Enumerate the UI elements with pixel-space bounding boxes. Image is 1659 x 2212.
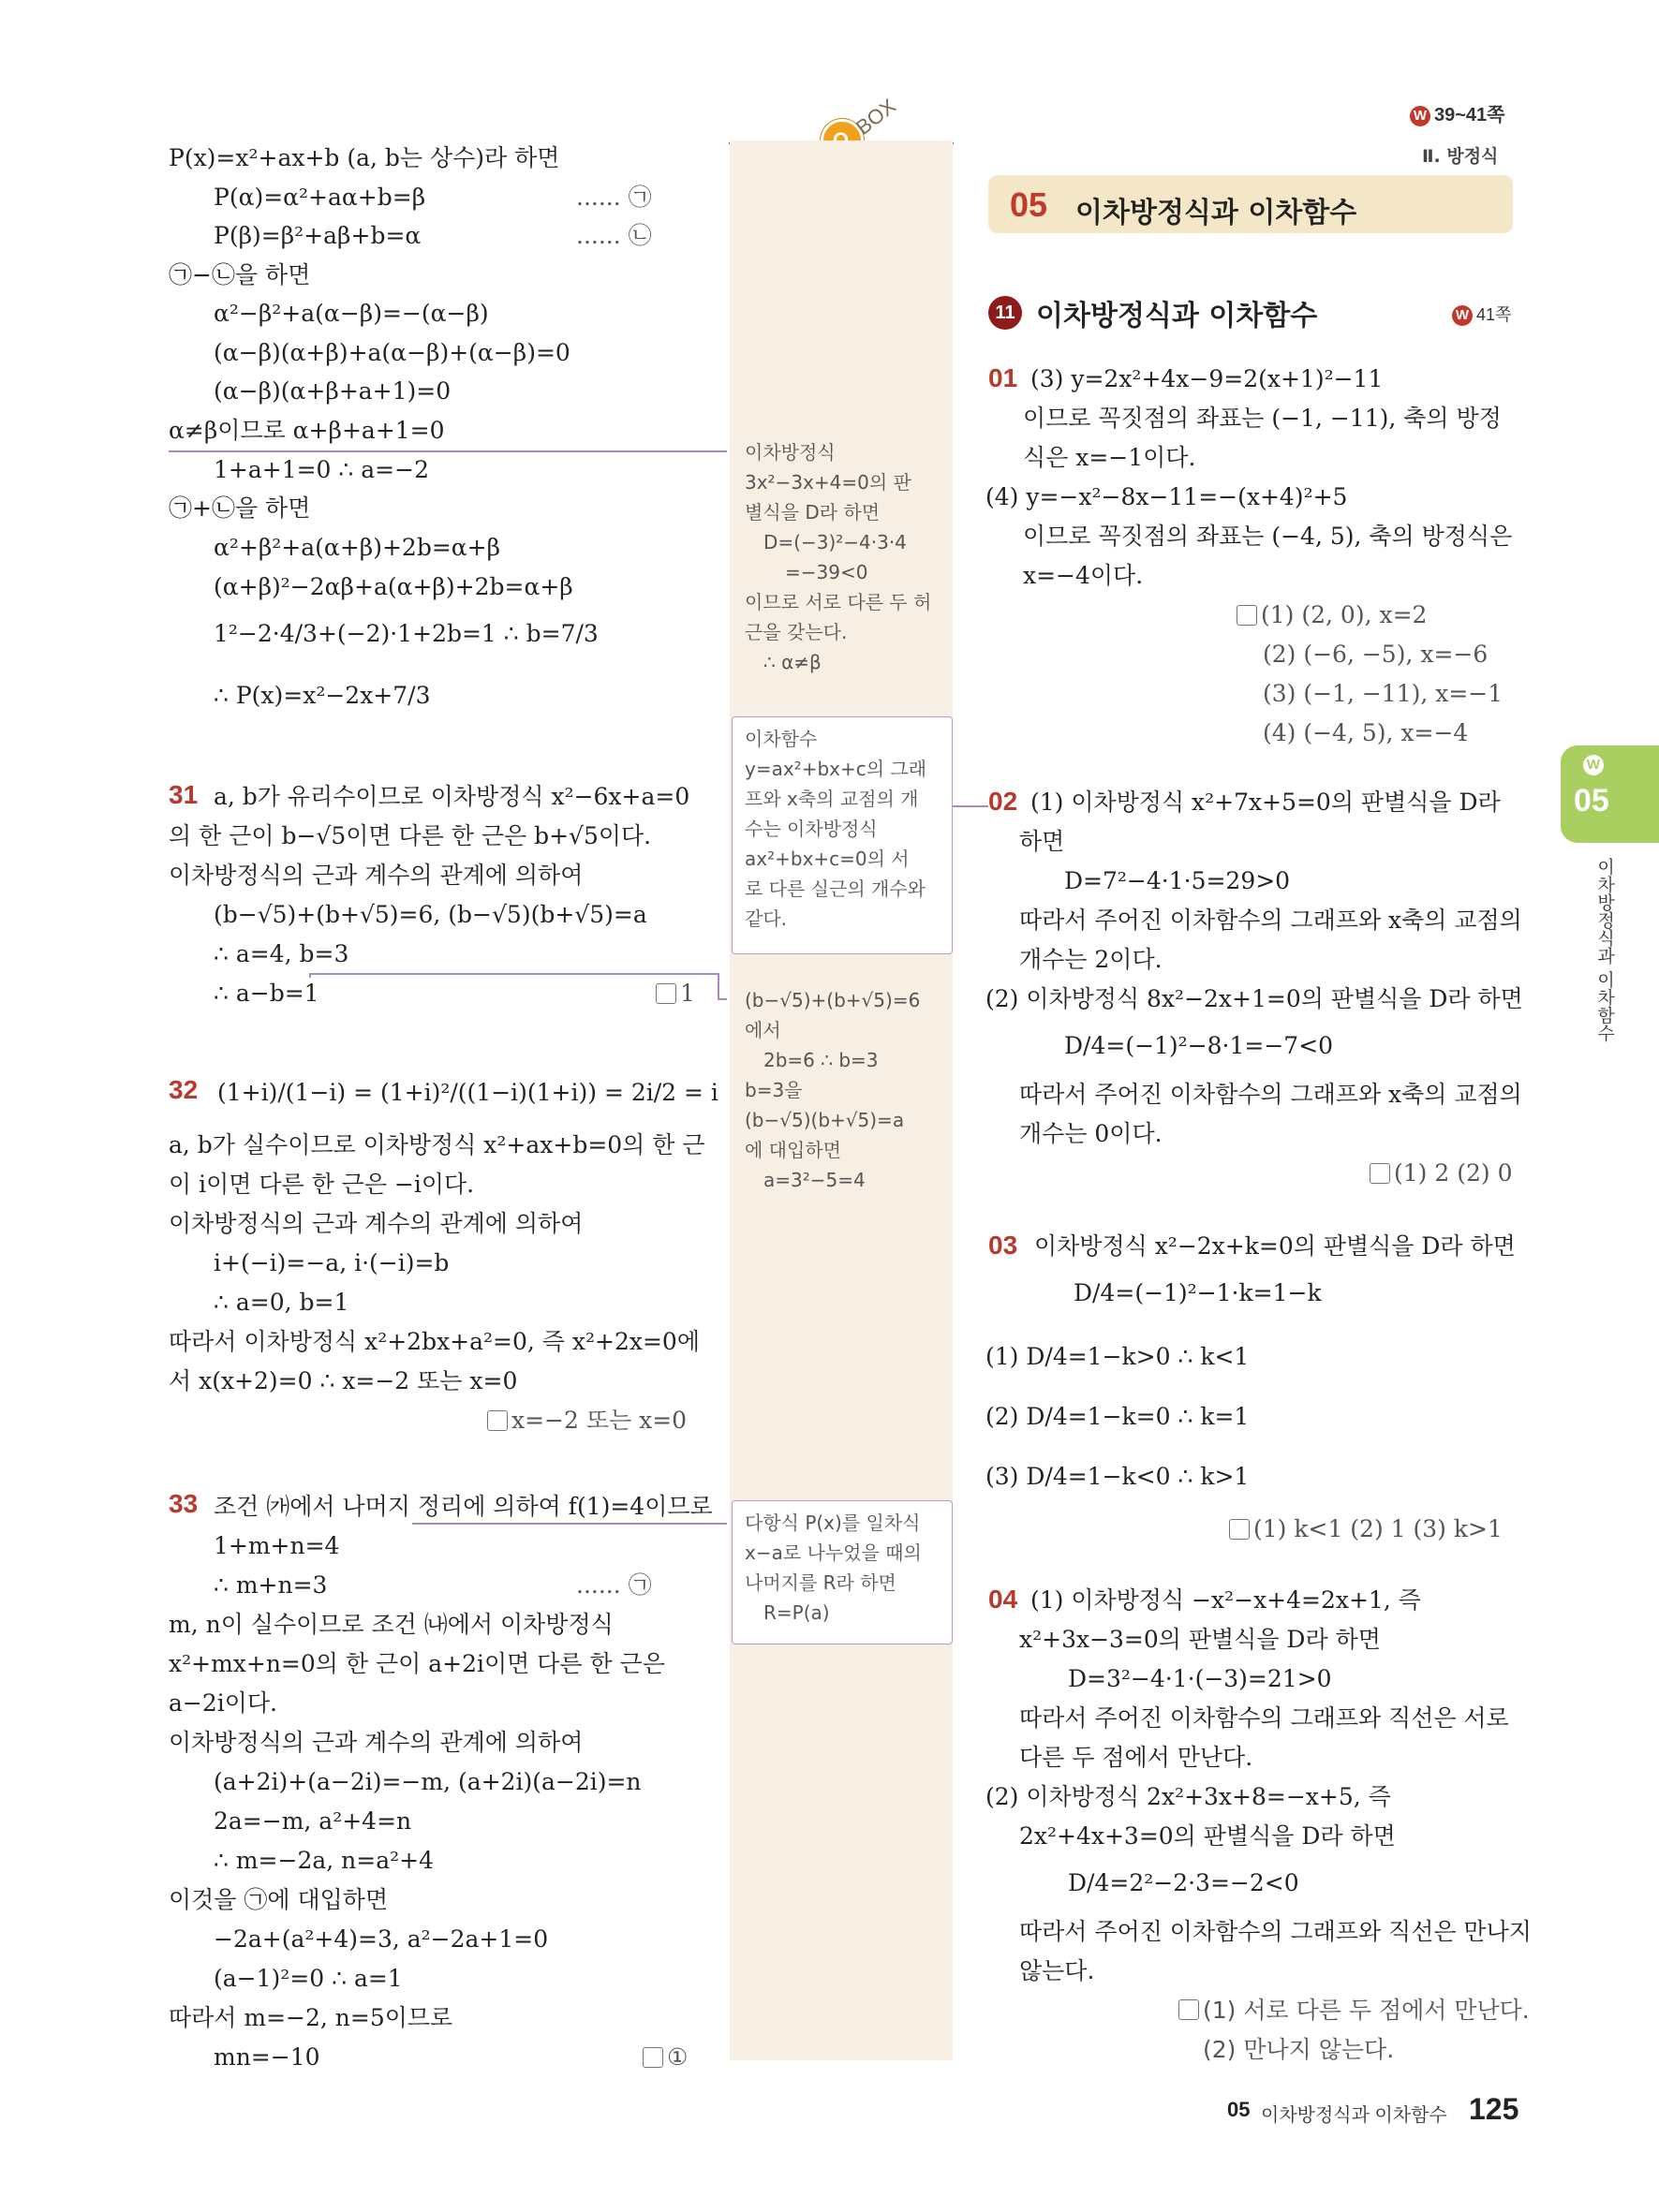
math-line: D/4=2²−2·3=−2<0 [1068,1869,1299,1896]
page-reference: W 39~41쪽 [1410,99,1505,126]
text-line: 따라서 주어진 이차함수의 그래프와 x축의 교점의 [1019,1081,1522,1108]
answer-02: (1) 2 (2) 0 [1370,1158,1512,1189]
math-line: P(α)=α²+aα+b=β [214,184,426,211]
answer-icon [487,1410,508,1431]
math-line: D=7²−4·1·5=29>0 [1064,867,1291,894]
subsection-ref: W 41쪽 [1452,302,1511,326]
answer-icon [1178,1999,1199,2020]
text-line: 개수는 2이다. [1019,946,1163,973]
math-line: (a+2i)+(a−2i)=−m, (a+2i)(a−2i)=n [214,1768,642,1795]
question-number-33: 33 [169,1489,199,1518]
math-line: (1+i)/(1−i) = (1+i)²/((1−i)(1+i)) = 2i/2 = i [217,1079,718,1106]
text-line: 하면 [1019,828,1065,855]
side-text: y=ax²+bx+c의 그래 [745,758,927,780]
text-line: 조건 ㈎에서 나머지 정리에 의하여 f(1)=4이므로 [214,1493,713,1520]
text-line: (2) 이차방정식 2x²+3x+8=−x+5, 즉 [985,1783,1391,1810]
text-line: x²+mx+n=0의 한 근이 a+2i이면 다른 한 근은 [169,1650,665,1677]
qbox-label: BOX [851,94,900,140]
side-text: b=3을 [745,1079,803,1101]
math-line: α²−β²+a(α−β)=−(α−β) [214,300,489,327]
question-number-04: 04 [988,1585,1018,1614]
text-line: (1) 이차방정식 x²+7x+5=0의 판별식을 D라 [1030,789,1501,816]
math-line: D/4=(−1)²−8·1=−7<0 [1064,1032,1334,1059]
answer-32: x=−2 또는 x=0 [487,1405,687,1437]
math-line: P(β)=β²+aβ+b=α [214,222,422,249]
answer-33: ① [643,2042,688,2073]
text-line: x=−4이다. [1023,562,1144,589]
subsection-number: 11 [988,296,1022,330]
text-line: 따라서 주어진 이차함수의 그래프와 직선은 서로 [1019,1704,1509,1732]
answer-line: (2) 만나지 않는다. [1203,2036,1395,2063]
answer-line: (2) (−6, −5), x=−6 [1263,641,1489,668]
math-line: (1) D/4=1−k>0 ∴ k<1 [985,1343,1250,1370]
question-number-02: 02 [988,787,1018,816]
math-line: (4) y=−x²−8x−11=−(x+4)²+5 [985,483,1348,510]
page-number: 125 [1469,2092,1519,2126]
equation-tag: ...... ㉡ [576,222,652,249]
chapter-tab-label: 이차방정식과 이차함수 [1594,858,1615,1042]
text-line: 이차방정식의 근과 계수의 관계에 의하여 [169,1210,584,1237]
text-line: x²+3x−3=0의 판별식을 D라 하면 [1019,1626,1381,1653]
connector-line [953,805,988,807]
section-title: 이차방정식과 이차함수 [1075,197,1357,229]
text-line: 따라서 m=−2, n=5이므로 [169,2004,453,2031]
side-text: 수는 이차방정식 [745,818,878,840]
math-line: α²+β²+a(α+β)+2b=α+β [214,534,501,561]
text-line: 않는다. [1019,1957,1095,1984]
answer-icon [656,983,676,1004]
text-line: 개수는 0이다. [1019,1120,1163,1147]
connector-line [718,973,719,999]
text-line: P(x)=x²+ax+b (a, b는 상수)라 하면 [169,144,560,171]
side-text: 같다. [745,907,787,930]
text-line: 따라서 이차방정식 x²+2bx+a²=0, 즉 x²+2x=0에 [169,1328,700,1355]
math-line: (a−1)²=0 ∴ a=1 [214,1965,403,1992]
w-badge-icon: W [1583,755,1604,775]
text-line: 이므로 꼭짓점의 좌표는 (−4, 5), 축의 방정식은 [1023,523,1513,550]
side-text: =−39<0 [785,561,868,583]
text-line: m, n이 실수이므로 조건 ㈏에서 이차방정식 [169,1611,614,1638]
answer-04: (1) 서로 다른 두 점에서 만난다. [1178,1995,1530,2027]
chapter-label: Ⅱ. 방정식 [1422,146,1499,167]
text-line: 이므로 꼭짓점의 좌표는 (−1, −11), 축의 방정 [1023,405,1502,432]
side-text: 에 대입하면 [745,1139,841,1161]
math-line: (3) D/4=1−k<0 ∴ k>1 [985,1463,1250,1490]
text-line: a−2i이다. [169,1689,278,1717]
math-line: ∴ a=4, b=3 [214,940,349,967]
connector-line [309,973,718,975]
text-line: 따라서 주어진 이차함수의 그래프와 직선은 만나지 [1019,1918,1532,1945]
side-text: 이므로 서로 다른 두 허 [745,591,932,613]
math-line: 1²−2·4/3+(−2)·1+2b=1 ∴ b=7/3 [214,620,599,647]
w-badge-icon: W [1410,106,1430,126]
side-text: ax²+bx+c=0의 서 [745,848,910,870]
text-line: 다른 두 점에서 만난다. [1019,1744,1253,1771]
math-line: i+(−i)=−a, i·(−i)=b [214,1249,450,1276]
connector-line [718,998,727,1000]
math-line: (b−√5)+(b+√5)=6, (b−√5)(b+√5)=a [214,901,647,928]
connector-line [412,1523,727,1525]
math-line: (3) y=2x²+4x−9=2(x+1)²−11 [1030,365,1384,392]
answer-icon [1237,605,1257,626]
text-line: α≠β이므로 α+β+a+1=0 [169,417,445,444]
text-line: 따라서 주어진 이차함수의 그래프와 x축의 교점의 [1019,907,1522,934]
question-number-31: 31 [169,780,199,809]
answer-line: (3) (−1, −11), x=−1 [1263,680,1503,707]
answer-03: (1) k<1 (2) 1 (3) k>1 [1229,1513,1503,1545]
footer-title: 이차방정식과 이차함수 [1261,2105,1447,2126]
math-line: ∴ P(x)=x²−2x+7/3 [214,682,431,709]
side-text: (b−√5)+(b+√5)=6 [745,989,921,1011]
w-badge-icon: W [1452,305,1473,326]
side-text: 3x²−3x+4=0의 판 [745,471,911,494]
answer-icon [1370,1163,1390,1184]
math-line: ∴ a−b=1 [214,980,319,1007]
side-text: 2b=6 ∴ b=3 [763,1049,879,1071]
answer-icon [643,2047,663,2068]
side-text: a=3²−5=4 [763,1169,866,1191]
math-line: ∴ m=−2a, n=a²+4 [214,1847,434,1874]
chapter-tab[interactable] [1561,745,1659,843]
text-line: 이 i이면 다른 한 근은 −i이다. [169,1171,475,1198]
text-line: 의 한 근이 b−√5이면 다른 한 근은 b+√5이다. [169,822,652,849]
connector-line [169,450,727,452]
question-number-32: 32 [169,1075,199,1104]
side-text: 이차함수 [745,728,818,750]
math-line: ∴ a=0, b=1 [214,1289,349,1316]
side-text: ∴ α≠β [763,651,822,673]
subsection-title: 이차방정식과 이차함수 [1036,300,1318,332]
text-line: 이것을 ㉠에 대입하면 [169,1886,389,1913]
side-text: R=P(a) [763,1601,830,1624]
math-line: 2a=−m, a²+4=n [214,1807,412,1835]
side-text: 다항식 P(x)를 일차식 [745,1512,921,1534]
answer-icon [1229,1519,1250,1540]
side-text: 별식을 D라 하면 [745,501,881,524]
text-line: (1) 이차방정식 −x²−x+4=2x+1, 즉 [1030,1586,1421,1614]
side-text: 나머지를 R라 하면 [745,1571,896,1594]
side-text: x−a로 나누었을 때의 [745,1541,922,1564]
text-line: a, b가 유리수이므로 이차방정식 x²−6x+a=0 [214,783,690,810]
math-line: 1+a+1=0 ∴ a=−2 [214,456,429,483]
text-line: 이차방정식의 근과 계수의 관계에 의하여 [169,1729,584,1756]
text-line: 이차방정식 x²−2x+k=0의 판별식을 D라 하면 [1034,1232,1516,1260]
side-text: (b−√5)(b+√5)=a [745,1109,905,1131]
answer-line: (4) (−4, 5), x=−4 [1263,719,1469,746]
math-line: D/4=(−1)²−1·k=1−k [1074,1279,1322,1306]
text-line: 서 x(x+2)=0 ∴ x=−2 또는 x=0 [169,1367,518,1394]
math-line: (2) D/4=1−k=0 ∴ k=1 [985,1403,1250,1430]
side-text: 이차방정식 [745,441,836,464]
side-text: 프와 x축의 교점의 개 [745,788,919,810]
math-line: (α−β)(α+β)+a(α−β)+(α−β)=0 [214,339,570,366]
text-line: 이차방정식의 근과 계수의 관계에 의하여 [169,862,584,889]
math-line: ∴ m+n=3 [214,1571,328,1599]
equation-tag: ...... ㉠ [576,184,652,211]
equation-tag: ...... ㉠ [576,1571,652,1599]
question-number-01: 01 [988,363,1018,392]
text-line: 식은 x=−1이다. [1023,444,1196,471]
side-text: 로 다른 실근의 개수와 [745,877,926,900]
math-line: 1+m+n=4 [214,1532,340,1559]
text-line: (2) 이차방정식 8x²−2x+1=0의 판별식을 D라 하면 [985,985,1523,1012]
side-text: D=(−3)²−4·3·4 [763,531,907,553]
math-line: mn=−10 [214,2043,320,2071]
math-line: −2a+(a²+4)=3, a²−2a+1=0 [214,1925,549,1953]
side-text: 근을 갖는다. [745,621,848,643]
side-text: 에서 [745,1019,781,1041]
footer-section: 05 [1227,2098,1251,2121]
text-line: a, b가 실수이므로 이차방정식 x²+ax+b=0의 한 근 [169,1131,705,1158]
section-number: 05 [1010,185,1048,224]
chapter-tab-number: 05 [1574,783,1609,818]
math-line: (α+β)²−2αβ+a(α+β)+2b=α+β [214,573,573,600]
answer-31: 1 [656,978,695,1010]
text-line: 2x²+4x+3=0의 판별식을 D라 하면 [1019,1822,1396,1850]
math-line: (α−β)(α+β+a+1)=0 [214,377,452,405]
question-number-03: 03 [988,1231,1018,1260]
math-line: D=3²−4·1·(−3)=21>0 [1068,1665,1332,1692]
answer-01: (1) (2, 0), x=2 [1237,599,1427,631]
text-line: ㉠−㉡을 하면 [169,261,311,288]
text-line: ㉠+㉡을 하면 [169,494,311,522]
